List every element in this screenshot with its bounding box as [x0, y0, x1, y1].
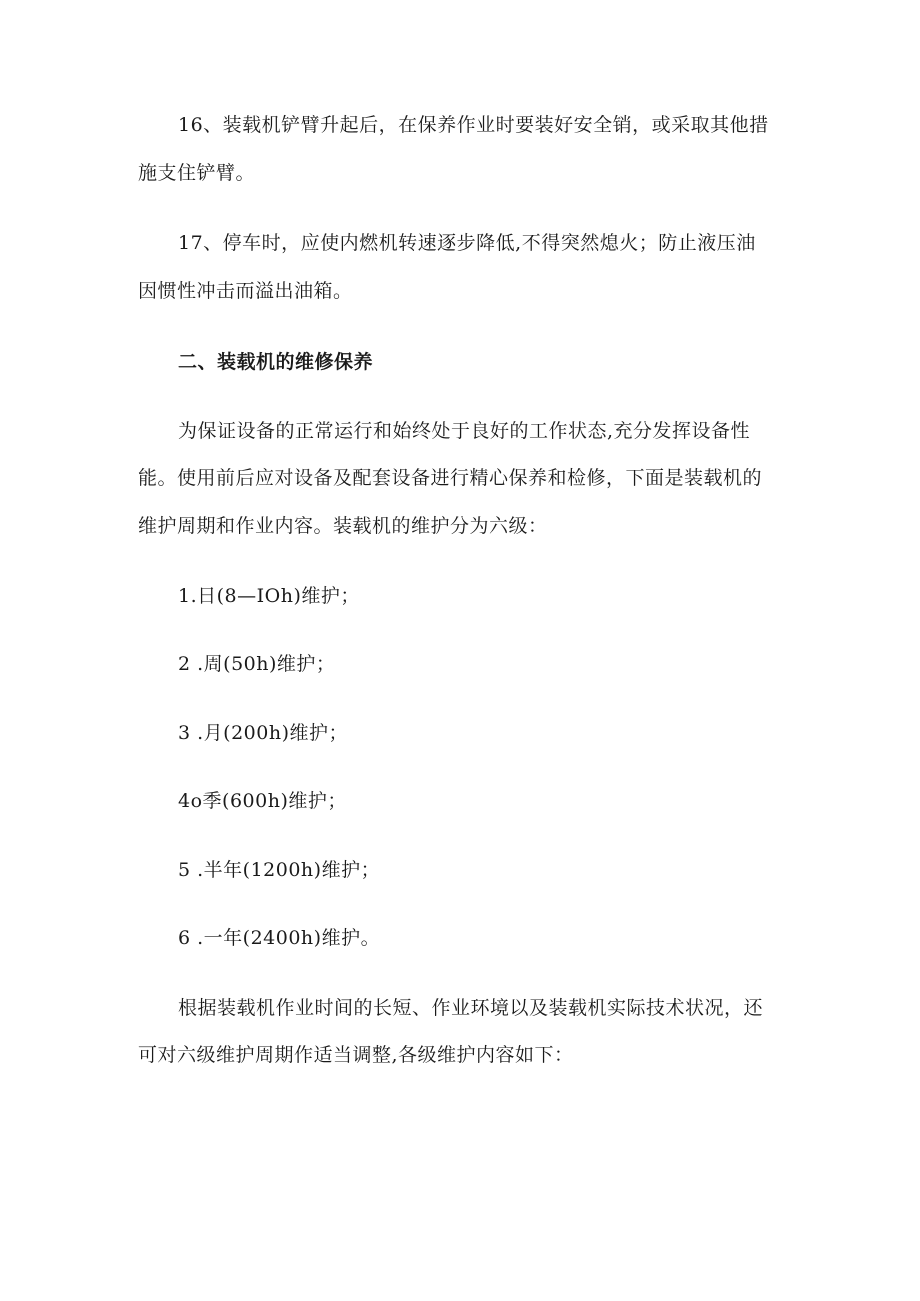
section-heading: 二、装载机的维修保养: [178, 351, 374, 373]
level-item-5: 5 .半年(1200h)维护；: [178, 859, 381, 881]
paragraph-17-line-1: 17、停车时，应使内燃机转速逐步降低,不得突然熄火；防止液压油: [178, 232, 756, 254]
closing-line-2: 可对六级维护周期作适当调整,各级维护内容如下：: [138, 1044, 574, 1066]
level-item-1: 1.日(8—IOh)维护；: [178, 585, 360, 607]
level-item-2: 2 .周(50h)维护；: [178, 653, 336, 675]
paragraph-16-line-1: 16、装载机铲臂升起后，在保养作业时要装好安全销，或采取其他措: [178, 114, 769, 136]
paragraph-16-line-2: 施支住铲臂。: [138, 162, 256, 184]
intro-line-2: 能。使用前后应对设备及配套设备进行精心保养和检修，下面是装载机的: [138, 467, 763, 489]
level-item-3: 3 .月(200h)维护；: [178, 722, 348, 744]
intro-line-1: 为保证设备的正常运行和始终处于良好的工作状态,充分发挥设备性: [178, 420, 751, 442]
intro-line-3: 维护周期和作业内容。装载机的维护分为六级：: [138, 515, 548, 537]
closing-line-1: 根据装载机作业时间的长短、作业环境以及装载机实际技术状况，还: [178, 997, 764, 1019]
paragraph-17-line-2: 因惯性冲击而溢出油箱。: [138, 280, 353, 302]
level-item-4: 4o季(600h)维护；: [178, 790, 347, 812]
level-item-6: 6 .一年(2400h)维护。: [178, 927, 381, 949]
